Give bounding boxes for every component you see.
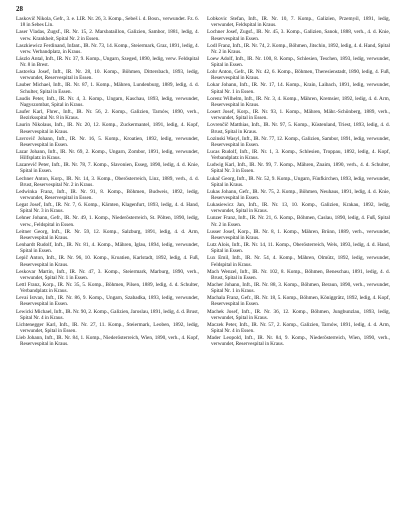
list-entry: Lohr Anton, Gefr., IR. Nr. 42, 6. Komp., Böhmen, Theresienstadt, 1890, ledig, 4. Fuß, Reservespital in Kraus.	[207, 69, 390, 82]
list-entry: Lusser Josef, Korp., IR. Nr. 8, 1. Komp., Mähren, Brünn, 1889, verh., verwundet, Reservespital in Kraus.	[207, 228, 390, 241]
list-entry: Lukasiewicz Jan, Inft., IR. Nr. 13, 10. Komp., Galizien, Krakau, 1892, ledig, verwundet, Spital in Kraus.	[207, 202, 390, 215]
list-entry: Maczek Peter, Inft., IR. Nr. 57, 2. Komp., Galizien, Tarnów, 1891, ledig, 4. d. Arm, Spital Nr. 4 in Essen.	[207, 321, 390, 335]
list-entry: Lewicki Michael, Inft., IR. Nr. 90, 2. Komp., Galizien, Jaroslau, 1891, ledig, 4. d. Brust, Spital Nr. 4 in Kraus.	[16, 308, 199, 321]
list-entry: Lehner Johann, Gefr., IR. Nr. 49, 1. Komp., Niederösterreich, St. Pölten, 1890, ledig, verw., Feldspital in Essen.	[16, 215, 199, 228]
list-entry: Lazar Johann, Inft., IR. Nr. 69, 2. Komp., Ungarn, Zombor, 1891, ledig, verwundet, Hilfsplatz in Kraus.	[16, 148, 199, 162]
list-entry: Legat Josef, Inft., IR. Nr. 7, 6. Komp., Kärnten, Klagenfurt, 1893, ledig, 4. d. Hand, Spital Nr. 3 in Kraus.	[16, 202, 199, 215]
page-number: 28	[16, 5, 23, 13]
list-entry: Laszkiewicz Ferdinand, Infant., IR. Nr. 73, 14. Komp., Steiermark, Graz, 1891, ledig, 4. verw. Verbandplatz, in Kraus.	[16, 42, 199, 55]
list-entry: Lunzer Franz, Inft., IR. Nr. 21, 6. Komp., Böhmen, Caslau, 1890, ledig, 4. Fuß, Spital Nr. 2 in Essen.	[207, 215, 390, 228]
list-entry: Lavrovič Johann, Inft., IR. Nr. 16, 5. Komp., Kroatien, 1892, ledig, verwundet, Reservespital in Essen.	[16, 135, 199, 148]
list-entry: Lochner Josef, Zugsf., IR. Nr. 45, 3. Komp., Galizien, Sanok, 1888, verh., 4. d. Knie, Reservespital in Essen.	[207, 29, 390, 42]
list-entry: Lechner Anton, Korp., IR. Nr. 14, 3. Komp., Oberösterreich, Linz, 1889, verh., 4. d. Brust, Reservespital Nr. 2 in Kraus.	[16, 175, 199, 188]
list-entry: Lutz Alois, Inft., IR. Nr. 14, 11. Komp., Oberösterreich, Wels, 1893, ledig, 4. d. Hand, Spital in Essen.	[207, 242, 390, 255]
list-entry: Levai Istvan, Inft., IR. Nr. 86, 9. Komp., Ungarn, Szabadka, 1893, ledig, verwundet, Reservespital in Essen.	[16, 295, 199, 308]
list-entry: Lukas Johann, Gefr., IR. Nr. 75, 2. Komp., Böhmen, Neuhaus, 1891, ledig, 4. d. Knie, Reservespital in Essen.	[207, 188, 390, 202]
list-entry: Losert Josef, Korp., IR. Nr. 93, 1. Komp., Mähren, Mähr.-Schönberg, 1889, verh., verwundet, Spital in Essen.	[207, 109, 390, 122]
list-entry: Lieb Johann, Inft., IR. Nr. 84, 1. Komp., Niederösterreich, Wien, 1890, verh., 4. Kopf, Reservespital in Kraus.	[16, 335, 199, 348]
list-entry: Lobkovic Stefan, Inft., IR. Nr. 10, 7. Komp., Galizien, Przemyśl, 1891, ledig, verwundet, Feldspital in Kraus.	[207, 16, 390, 29]
list-entry: Lichtenegger Karl, Inft., IR. Nr. 27, 11. Komp., Steiermark, Leoben, 1892, ledig, verwundet, Spital in Essen.	[16, 321, 199, 335]
list-entry: Lepič Anton, Inft., IR. Nr. 96, 10. Komp., Kroatien, Karlstadt, 1892, ledig, 4. Fuß, Reservespital in Kraus.	[16, 255, 199, 268]
list-entry: Mach Wenzel, Inft., IR. Nr. 102, 8. Komp., Böhmen, Beneschau, 1891, ledig, 4. d. Brust, Spital in Essen.	[207, 268, 390, 281]
list-entry: Laskovič Nikola, Gefr., 3. e. LIR. Nr. 26, 3. Komp., Sebeš i. d. Bosn., verwundet. Fz. 6. 18 in Sebes Lin.	[16, 16, 199, 29]
list-entry: Lászlo Antal, Inft., IR. Nr. 37, 9. Komp., Ungarn, Szeged, 1890, ledig, verw. Feldspital Nr. 8 in Brest.	[16, 55, 199, 69]
right-column	[207, 16, 390, 348]
list-entry: Mader Leopold, Inft., IR. Nr. 84, 9. Komp., Niederösterreich, Wien, 1890, verh., verwundet, Reservespital in Kraus.	[207, 335, 390, 348]
list-entry: Lenhardt Rudolf, Inft., IR. Nr. 81, 4. Komp., Mähren, Iglau, 1894, ledig, verwundet, Spital in Essen.	[16, 242, 199, 255]
list-entry: Lazarevič Peter, Inft., IR. Nr. 78, 7. Komp., Slavonien, Esseg, 1890, ledig, 4. d. Knie, Spital in Essen.	[16, 162, 199, 175]
list-entry: Laudis Peter, Inft., IR. Nr. 4, 3. Komp., Ungarn, Kaschau, 1893, ledig, verwundet, Nagyszombat, Spital in Kraus.	[16, 95, 199, 108]
list-entry: Loew Adolf, Inft., IR. Nr. 100, 8. Komp., Schlesien, Teschen, 1893, ledig, verwundet, Spital in Essen.	[207, 55, 390, 69]
list-entry: Laurin Nikolaus, Inft., IR. Nr. 20, 12. Komp., Zuckermantel, 1891, ledig, 4. Kopf, Reservespital in Kraus.	[16, 122, 199, 135]
list-entry: Lozinski Wasyl, Inft., IR. Nr. 77, 12. Komp., Galizien, Sambor, 1891, ledig, verwundet, Reservespital in Essen.	[207, 135, 390, 148]
list-entry: Lastovka Josef, Inft., IR. Nr. 28, 10. Komp., Böhmen, Dittersbach, 1893, ledig, verwundet, Reservespital in Essen.	[16, 69, 199, 82]
list-entry: Lauber Michael, Inft., IR. Nr. 87, 1. Komp., Mähren, Lundenburg, 1889, ledig, 4. d. Schulter, Spital in Essen.	[16, 82, 199, 95]
list-entry: Lorenz Wilhelm, Inft., IR. Nr. 3, 4. Komp., Mähren, Kremsier, 1892, ledig, 4. d. Arm, Reservespital in Kraus.	[207, 95, 390, 108]
columns	[16, 16, 390, 348]
list-entry: Machek Josef, Inft., IR. Nr. 36, 12. Komp., Böhmen, Jungbunzlau, 1893, ledig, verwundet, Spital in Kraus.	[207, 308, 390, 321]
list-entry: Leskovar Martin, Inft., IR. Nr. 47, 3. Komp., Steiermark, Marburg, 1890, verh., verwundet, Spital Nr. 1 in Essen.	[16, 268, 199, 281]
list-entry: Macher Johann, Inft., IR. Nr. 88, 3. Komp., Böhmen, Beraun, 1890, verh., verwundet, Spital Nr. 1 in Kraus.	[207, 281, 390, 295]
list-entry: Laufer Karl, Fhrer., Inft., IR. Nr. 56, 2. Komp., Galizien, Tarnów, 1890, verh., Bezirksspital Nr. 8 in Kraus.	[16, 109, 199, 122]
list-entry: Leitner Georg, Inft., IR. Nr. 59, 12. Komp., Salzburg, 1891, ledig, 4. d. Arm, Reservespital in Kraus.	[16, 228, 199, 241]
list-entry: Ludwig Karl, Inft., IR. Nr. 99, 7. Komp., Mähren, Znaim, 1890, verh., 4. d. Schulter, Spital Nr. 3 in Essen.	[207, 162, 390, 175]
list-entry: Lukač Georg, Inft., IR. Nr. 52, 9. Komp., Ungarn, Fünfkirchen, 1893, ledig, verwundet, Spital in Kraus.	[207, 175, 390, 188]
list-entry: Lokar Johann, Inft., IR. Nr. 17, 14. Komp., Krain, Laibach, 1891, ledig, verwundet, Spital Nr. 1 in Essen.	[207, 82, 390, 95]
list-entry: Laser Vladas, Zugsf., IR. Nr. 15, 2. Marsbataillon, Galizien, Sambor, 1881, ledig, 4. verw. Krankheit, Spital Nr. 2 in Essen.	[16, 29, 199, 42]
list-entry: Ledwinka Franz, Inft., IR. Nr. 91, 8. Komp., Böhmen, Budweis, 1892, ledig, verwundet, Reservespital in Essen.	[16, 188, 199, 202]
list-entry: Lovrenčič Matthias, Inft., IR. Nr. 97, 5. Komp., Küstenland, Triest, 1893, ledig, 4. d. Brust, Spital in Kraus.	[207, 122, 390, 135]
list-entry: Machala Franz, Gefr., IR. Nr. 18, 5. Komp., Böhmen, Königgrätz, 1892, ledig, 4. Kopf, Reservespital in Essen.	[207, 295, 390, 308]
list-entry: Lettl Franz, Korp., IR. Nr. 35, 5. Komp., Böhmen, Pilsen, 1889, ledig, 4. d. Schulter, Verbandplatz in Kraus.	[16, 281, 199, 295]
list-entry: Lucas Rudolf, Inft., IR. Nr. 1, 3. Komp., Schlesien, Troppau, 1892, ledig, 4. Kopf, Verbandplatz in Kraus.	[207, 148, 390, 162]
list-entry: Lodl Franz, Inft., IR. Nr. 74, 2. Komp., Böhmen, Jitschin, 1892, ledig, 4. d. Hand, Spital Nr. 2 in Kraus.	[207, 42, 390, 55]
list-entry: Lux Emil, Inft., IR. Nr. 54, 4. Komp., Mähren, Olmütz, 1892, ledig, verwundet, Feldspital in Kraus.	[207, 255, 390, 268]
left-column	[16, 16, 199, 348]
